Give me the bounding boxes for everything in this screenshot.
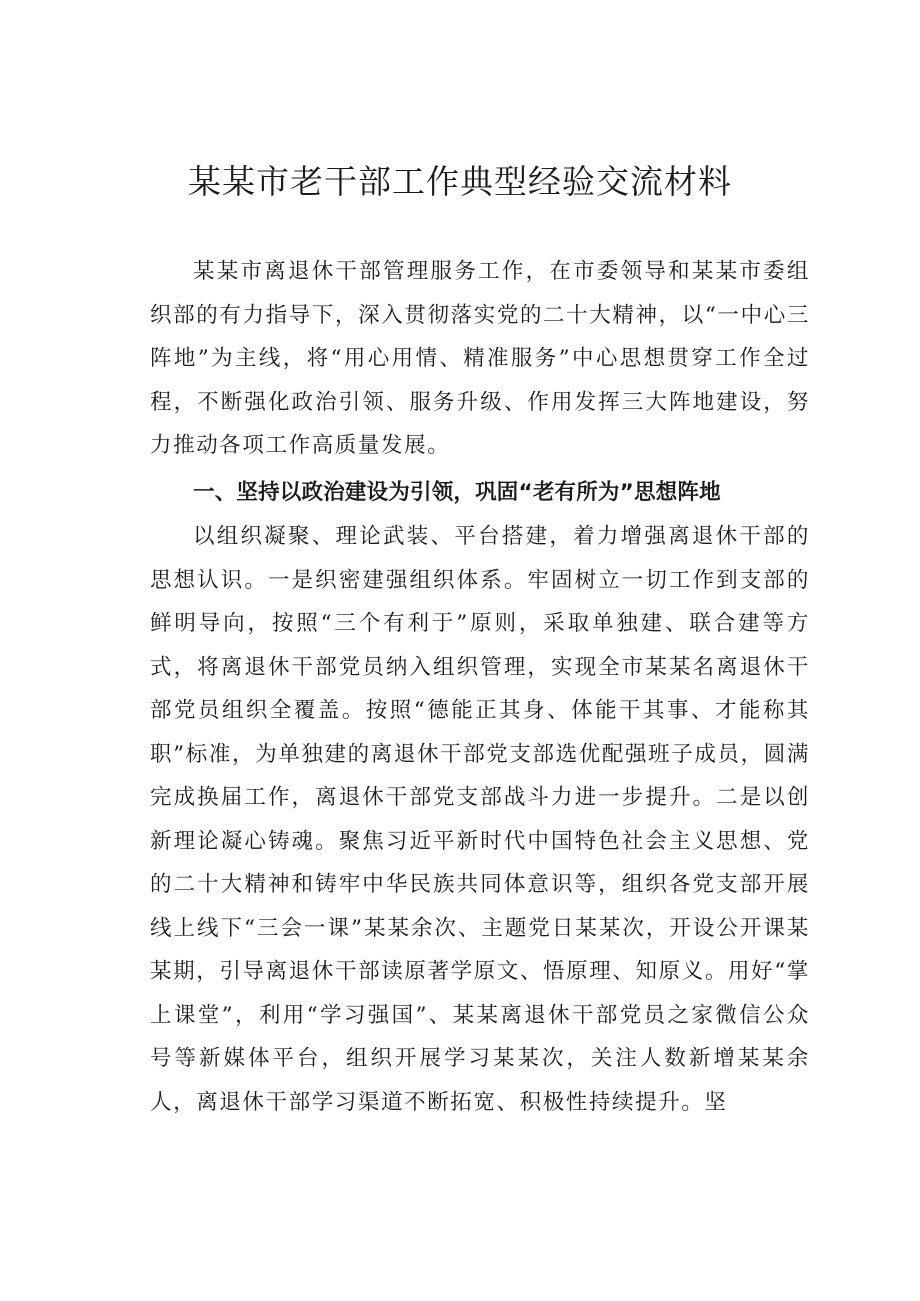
document-title: 某某市老干部工作典型经验交流材料 <box>188 162 732 201</box>
section-1-paragraph: 以组织凝聚、理论武装、平台搭建，着力增强离退休干部的思想认识。一是织密建强组织体系。牢固树立一切工作到支部的鲜明导向，按照“三个有利于”原则，采取单独建、联合建等方式，将离退休干部党员纳入组织管理，实现全市某某名离退休干部党员组织全覆盖。按照“德能正其身、体能干其事、才能称其职”标准，为单独建的离退休干部党支部选优配强班子成员，圆满完成换届工作，离退休干部党支部战斗力进一步提升。二是以创新理论凝心铸魂。聚焦习近平新时代中国特色社会主义思想、党的二十大精神和铸牢中华民族共同体意识等，组织各党支部开展线上线下“三会一课”某某余次、主题党日某某次，开设公开课某某期，引导离退休干部读原著学原文、悟原理、知原义。用好“掌上课堂”，利用“学习强国”、某某离退休干部党员之家微信公众号等新媒体平台，组织开展学习某某次，关注人数新增某某余人，离退休干部学习渠道不断拓宽、积极性持续提升。坚 <box>150 524 810 1115</box>
intro-paragraph: 某某市离退休干部管理服务工作，在市委领导和某某市委组织部的有力指导下，深入贯彻落实党的二十大精神，以“一中心三阵地”为主线，将“用心用情、精准服务”中心思想贯穿工作全过程，不断强化政治引领、服务升级、作用发挥三大阵地建设，努力推动各项工作高质量发展。 <box>150 259 810 458</box>
section-heading-1: 一、坚持以政治建设为引领，巩固“老有所为”思想阵地 <box>193 480 721 505</box>
